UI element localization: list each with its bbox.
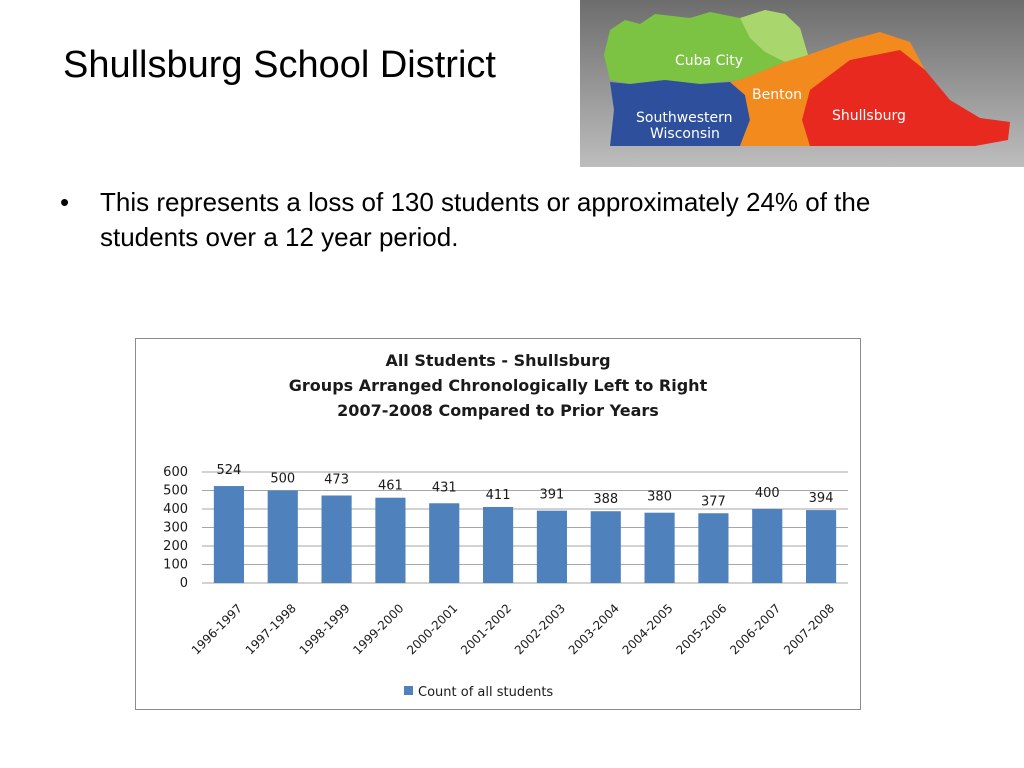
y-tick-label: 300 [163, 520, 188, 536]
chart-title-line-2: Groups Arranged Chronologically Left to Right [288, 376, 708, 395]
bullet-marker: • [60, 187, 70, 217]
x-tick-label: 2005-2006 [673, 601, 730, 658]
bar-chart-frame [135, 338, 861, 710]
bar [429, 503, 459, 583]
legend-label: Count of all students [418, 685, 554, 700]
bar-data-label: 524 [216, 463, 242, 479]
x-tick-label: 2000-2001 [404, 601, 461, 658]
bar [214, 486, 244, 583]
bar-data-label: 431 [431, 480, 457, 496]
y-tick-label: 100 [163, 557, 188, 573]
map-label-wisconsin: Wisconsin [650, 126, 720, 142]
bar [537, 511, 567, 583]
bar-chart [136, 339, 860, 709]
x-tick-label: 2003-2004 [565, 601, 622, 658]
bullet-point [60, 185, 960, 255]
x-tick-label: 2002-2003 [511, 601, 569, 658]
x-tick-label: 1999-2000 [350, 601, 407, 658]
slide-title: Shullsburg School District [63, 44, 496, 86]
bar-data-label: 377 [701, 494, 726, 510]
bar [645, 513, 675, 583]
bar-data-label: 500 [270, 471, 296, 487]
bar-data-label: 391 [539, 487, 565, 503]
x-tick-label: 2001-2002 [458, 601, 515, 658]
district-map-image [580, 0, 1024, 167]
map-label-benton: Benton [752, 87, 803, 103]
map-label-shullsburg: Shullsburg [832, 108, 906, 124]
bar-data-label: 394 [808, 491, 834, 507]
bar [752, 509, 782, 583]
map-label-cuba-city: Cuba City [675, 53, 744, 69]
bar-data-label: 388 [593, 492, 619, 508]
x-tick-label: 2004-2005 [619, 601, 676, 658]
bar [806, 510, 836, 583]
bar [483, 507, 513, 583]
chart-title-line-3: 2007-2008 Compared to Prior Years [337, 401, 659, 420]
map-label-southwestern: Southwestern [636, 110, 733, 126]
bar [591, 511, 621, 583]
bar-data-label: 380 [647, 489, 672, 505]
bar [375, 498, 405, 583]
bar-data-label: 461 [378, 478, 403, 494]
bar-data-label: 400 [754, 486, 780, 501]
bar [268, 491, 298, 584]
y-tick-label: 0 [179, 576, 188, 591]
y-tick-label: 600 [163, 465, 188, 480]
bar-data-label: 411 [485, 487, 511, 503]
y-tick-label: 500 [163, 483, 188, 499]
legend-swatch [404, 686, 413, 695]
x-tick-label: 2006-2007 [727, 601, 784, 658]
x-tick-label: 2007-2008 [781, 601, 838, 658]
bar [322, 495, 352, 583]
bar-data-label: 473 [324, 472, 349, 488]
y-tick-label: 400 [163, 502, 188, 517]
bullet-text: This represents a loss of 130 students or approximately 24% of the students over a 12 year period. [100, 187, 871, 252]
bar [698, 513, 728, 583]
x-tick-label: 1998-1999 [296, 601, 353, 658]
chart-legend [404, 685, 553, 700]
x-tick-label: 1997-1998 [242, 601, 299, 658]
x-tick-label: 1996-1997 [188, 601, 246, 658]
chart-title-line-1: All Students - Shullsburg [385, 351, 611, 370]
y-tick-label: 200 [163, 539, 188, 554]
